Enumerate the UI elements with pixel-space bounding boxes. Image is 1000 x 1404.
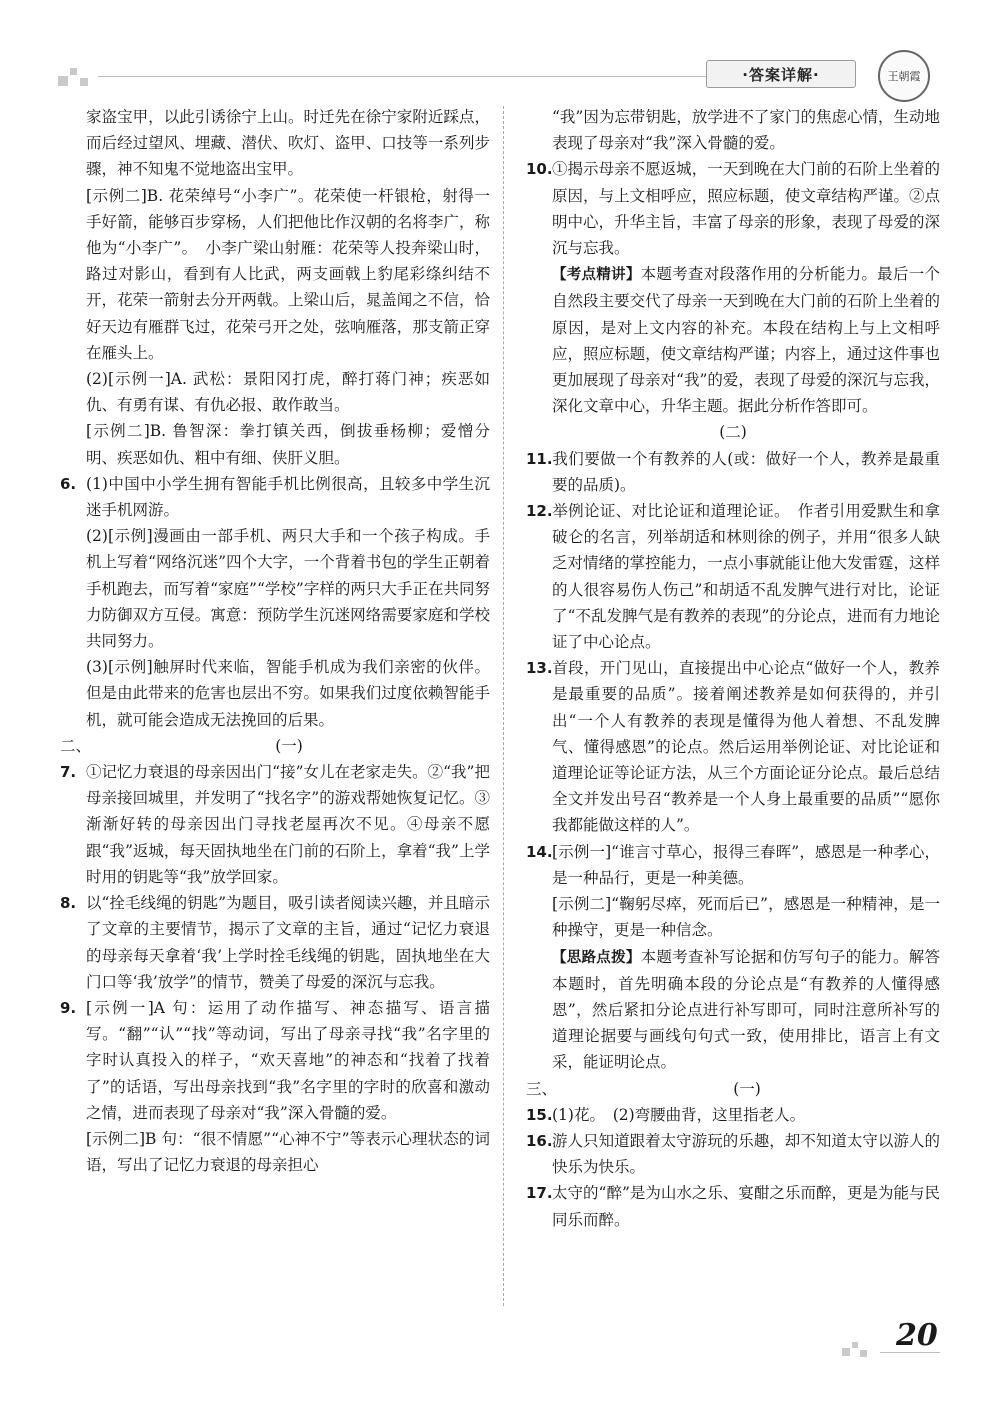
question-14	[526, 839, 940, 891]
answer-paragraph: [示例二]B. 花荣绰号“小李广”。花荣使一杆银枪，射得一手好箭，能够百步穿杨，人们把他比作汉朝的名将李广，称他为“小李广”。 小李广梁山射雁：花荣等人投奔梁山时，路过对影山，看到有人比武，两支画戟上豹尾彩绦纠结不开，花荣一箭射去分开两戟。上梁山后，晁盖闻之不信，恰好天边有雁群飞过，花荣弓开之处，弦响雁落，那支箭正穿在雁头上。	[86, 186, 490, 362]
explanation-text: 本题考查补写论据和仿写句子的能力。解答本题时，首先明确本段的分论点是“有教养的人懂得感恩”，然后紧扣分论点进行补写即可，同时注意所补写的道理论据要与画线句句式一致，使用排比，语言上有文采，能证明论点。	[552, 947, 940, 1072]
answer-text: (1)花。 (2)弯腰曲背，这里指老人。	[552, 1105, 806, 1124]
answer-text: ①揭示母亲不愿返城，一天到晚在大门前的石阶上坐着的原因，与上文相呼应，照应标题，使文章结构严谨。②点明中心，升华主旨，丰富了母亲的形象，表现了母爱的深沉与忘我。	[552, 160, 940, 258]
answer-paragraph: (2)[示例一]A. 武松：景阳冈打虎，醉打蒋门神；疾恶如仇、有勇有谋、有仇必报、敢作敢当。	[86, 370, 490, 415]
section-part: (二)	[719, 423, 747, 442]
hint-label: 【思路点拨】	[552, 949, 641, 966]
question-number: 13.	[526, 659, 553, 678]
header-rule	[98, 76, 710, 77]
section-number: 二、	[60, 736, 92, 755]
exam-point-label: 【考点精讲】	[552, 267, 641, 284]
left-column	[60, 104, 490, 1178]
question-6	[60, 471, 490, 523]
question-17	[526, 1180, 940, 1232]
answer-text: ①记忆力衰退的母亲因出门“接”女儿在老家走失。②“我”把母亲接回城里，并发明了“找名字”的游戏帮她恢复记忆。③渐渐好转的母亲因出门寻找老屋再次不见。④母亲不愿跟“我”返城，每天固执地坐在门前的石阶上，拿着“我”上学时用的钥匙等“我”放学回家。	[86, 763, 490, 886]
question-15	[526, 1102, 940, 1128]
question-number: 17.	[526, 1184, 553, 1203]
answer-paragraph: [示例二]B. 鲁智深：拳打镇关西，倒拔垂杨柳；爱憎分明、疾恶如仇、粗中有细、侠肝义胆。	[86, 422, 490, 467]
answer-paragraph: (3)[示例]触屏时代来临，智能手机成为我们亲密的伙伴。但是由此带来的危害也层出不穷。如果我们过度依赖智能手机，就可能会造成无法挽回的后果。	[86, 658, 490, 729]
question-16	[526, 1128, 940, 1180]
question-number: 8.	[60, 894, 77, 913]
answer-paragraph: (2)[示例]漫画由一部手机、两只大手和一个孩子构成。手机上写着“网络沉迷”四个大字，一个背着书包的学生正朝着手机跑去，而写着“家庭”“学校”字样的两只大手正在共同努力防御双方互侵。寓意：预防学生沉迷网络需要家庭和学校共同努力。	[86, 527, 490, 651]
section-heading	[526, 1076, 940, 1102]
question-10	[526, 156, 940, 261]
answer-text: 太守的“醉”是为山水之乐、宴酣之乐而醉，更是为能与民同乐而醉。	[552, 1184, 940, 1229]
explanation-paragraph	[526, 261, 940, 419]
section-part: (一)	[275, 736, 303, 755]
answer-text: 我们要做一个有教养的人(或：做好一个人，教养是最重要的品质)。	[552, 449, 940, 494]
header-decoration	[58, 66, 108, 88]
answer-text: [示例一]“谁言寸草心，报得三春晖”，感恩是一种孝心，是一种品行，更是一种美德。	[552, 842, 940, 887]
question-number: 10.	[526, 160, 553, 179]
section-part: (一)	[733, 1079, 761, 1098]
question-number: 9.	[60, 998, 77, 1017]
question-number: 15.	[526, 1105, 553, 1124]
answer-text: 游人只知道跟着太守游玩的乐趣，却不知道太守以游人的快乐为快乐。	[552, 1131, 940, 1177]
section-number: 三、	[526, 1079, 558, 1098]
publisher-logo	[878, 50, 930, 102]
answer-paragraph: 家盗宝甲，以此引诱徐宁上山。时迁先在徐宁家附近踩点，而后经过望风、埋藏、潜伏、吹灯、盗甲、口技等一系列步骤，神不知鬼不觉地盗出宝甲。	[86, 108, 490, 179]
answer-detail-badge: ·答案详解·	[706, 60, 856, 88]
answer-text: (1)中国中小学生拥有智能手机比例很高，且较多中学生沉迷手机网游。	[86, 474, 490, 520]
section-heading	[60, 733, 490, 759]
question-number: 16.	[526, 1131, 553, 1150]
question-8	[60, 890, 490, 995]
question-number: 11.	[526, 449, 553, 468]
footer-decoration	[842, 1342, 882, 1358]
explanation-text: 本题考查对段落作用的分析能力。最后一个自然段主要交代了母亲一天到晚在大门前的石阶上坐着的原因，是对上文内容的补充。本段在结构上与上文相呼应，照应标题，使文章结构严谨；内容上，通过这件事也更加展现了母亲对“我”的爱，表现了母爱的深沉与忘我，深化文章中心，升华主题。据此分析作答即可。	[552, 265, 940, 416]
explanation-paragraph	[526, 944, 940, 1076]
answer-paragraph: [示例二]B 句：“很不情愿”“心神不宁”等表示心理状态的词语，写出了记忆力衰退的母亲担心	[86, 1129, 490, 1175]
question-number: 7.	[60, 763, 77, 782]
answer-paragraph: “我”因为忘带钥匙，放学进不了家门的焦虑心情，生动地表现了母亲对“我”深入骨髓的爱。	[552, 108, 940, 153]
question-number: 12.	[526, 502, 553, 521]
answer-text: [示例一]A 句：运用了动作描写、神态描写、语言描写。“翻”“认”“找”等动词，写出了母亲寻找“我”名字里的字时认真投入的样子，“欢天喜地”的神态和“找着了找着了”的话语，写出母亲找到“我”名字里的字时的欣喜和激动之情，进而表现了母亲对“我”深入骨髓的爱。	[86, 998, 490, 1122]
question-13	[526, 655, 940, 838]
answer-text: 以“拴毛线绳的钥匙”为题目，吸引读者阅读兴趣，并且暗示了文章的主要情节，揭示了文章的主旨，通过“记忆力衰退的母亲每天拿着‘我’上学时拴毛线绳的钥匙，固执地坐在大门口等‘我’放学”的情节，赞美了母爱的深沉与忘我。	[86, 894, 490, 991]
answer-text: 首段，开门见山，直接提出中心论点“做好一个人，教养是最重要的品质”。接着阐述教养是如何获得的，并引出“一个人有教养的表现是懂得为他人着想、不乱发脾气、懂得感恩”的论点。然后运用举例论证、对比论证和道理论证等论证方法，从三个方面论证分论点。最后总结全文并发出号召“教养是一个人身上最重要的品质”“愿你我都能做这样的人”。	[552, 659, 940, 835]
question-7	[60, 759, 490, 890]
question-number: 6.	[60, 474, 77, 493]
column-divider	[503, 106, 504, 1306]
question-number: 14.	[526, 842, 553, 861]
answer-paragraph: [示例二]“鞠躬尽瘁，死而后已”，感恩是一种精神，是一种操守，更是一种信念。	[552, 895, 940, 940]
right-column	[526, 104, 940, 1233]
answer-text: 举例论证、对比论证和道理论证。 作者引用爱默生和拿破仑的名言，列举胡适和林则徐的例子，并用“很多人缺乏对情绪的掌控能力，一点小事就能让他大发雷霆，这样的人很容易伤人伤己”和胡适不乱发脾气进行对比，论证了“不乱发脾气是有教养的表现”的分论点，进而有力地论证了中心论点。	[552, 502, 940, 652]
question-9	[60, 995, 490, 1126]
question-12	[526, 498, 940, 655]
question-11	[526, 446, 940, 498]
logo-text: 王朝霞	[887, 70, 921, 83]
page-number: 20	[896, 1318, 938, 1353]
